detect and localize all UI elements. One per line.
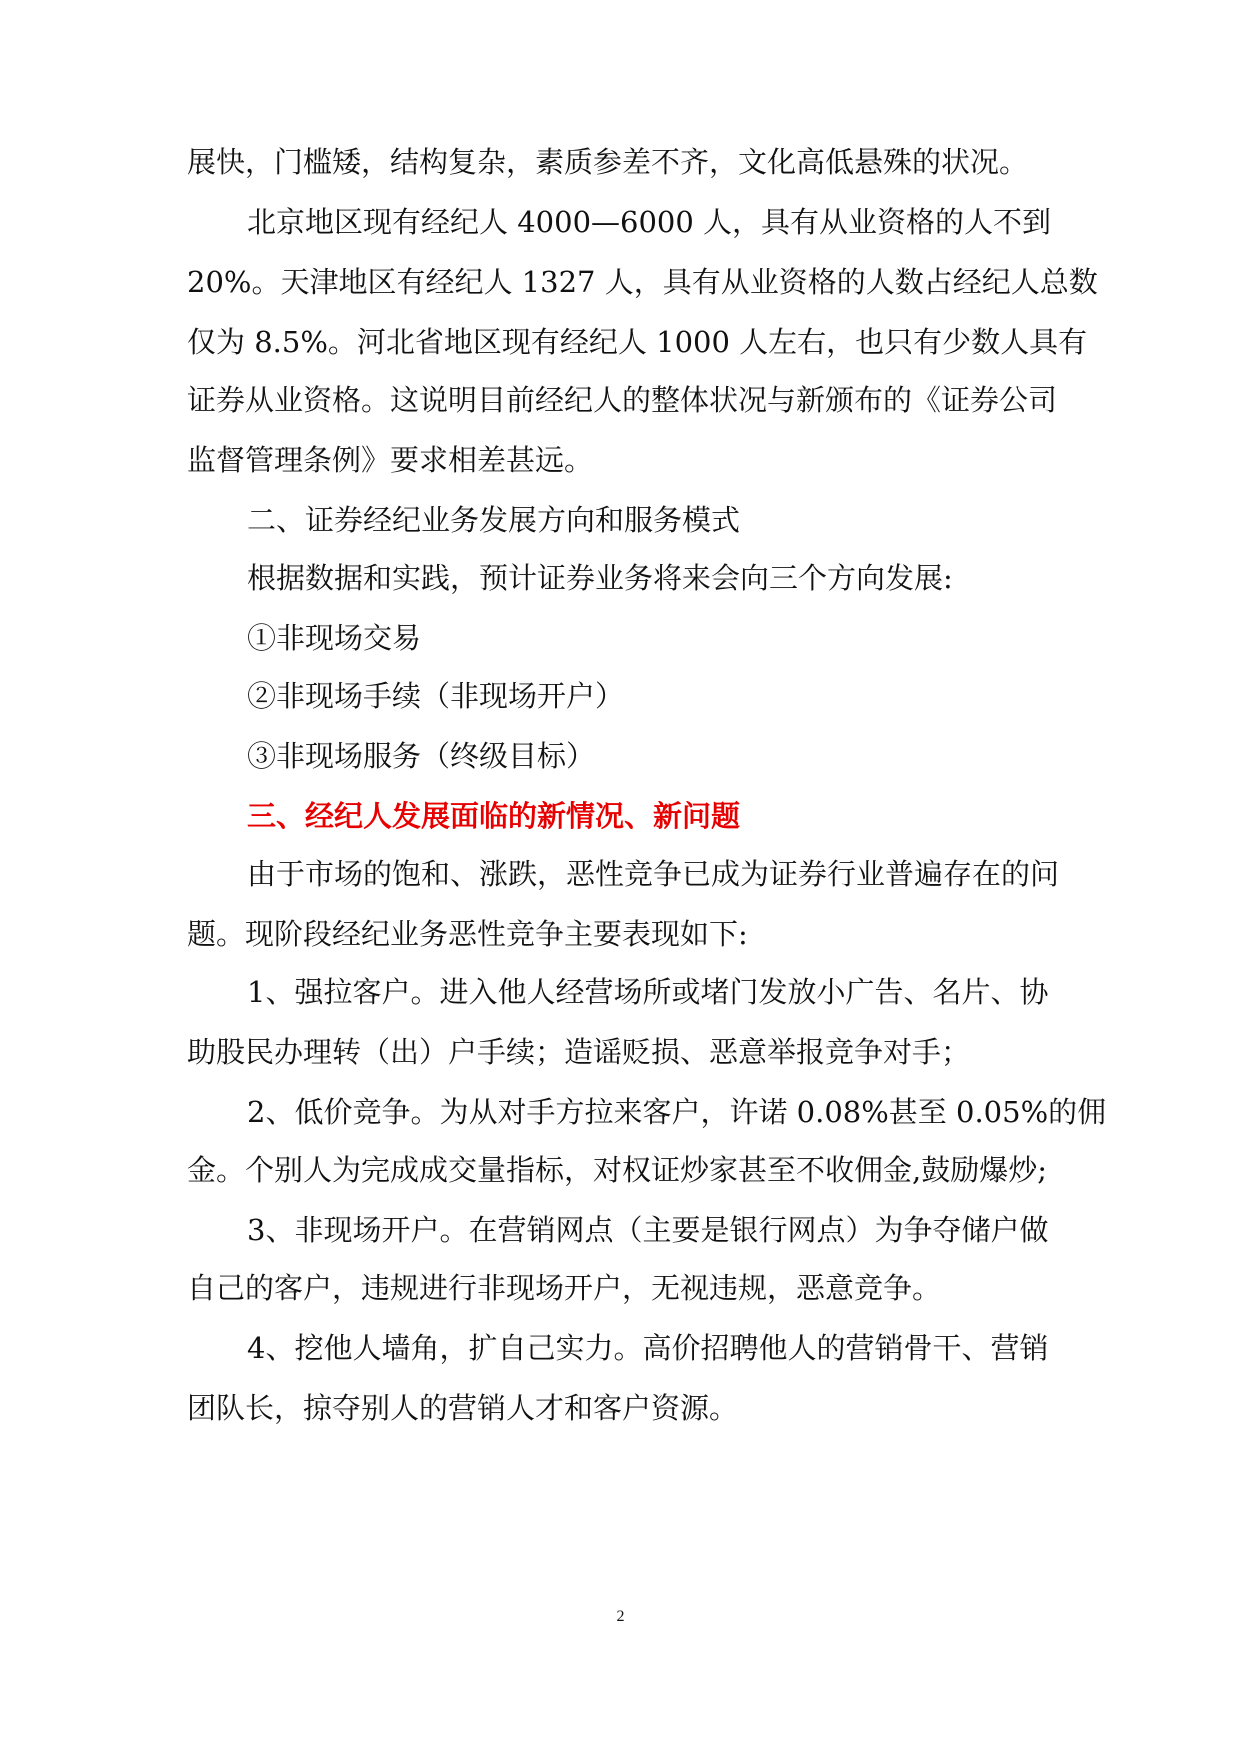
- list-item: ①非现场交易: [247, 621, 422, 655]
- paragraph-line: 仅为 8.5%。河北省地区现有经纪人 1000 人左右，也只有少数人具有: [187, 325, 1088, 359]
- paragraph-line: 1、强拉客户。进入他人经营场所或堵门发放小广告、名片、协: [247, 975, 1049, 1009]
- paragraph-line: 自己的客户，违规进行非现场开户，无视违规，恶意竞争。: [187, 1271, 942, 1305]
- paragraph-line: 由于市场的饱和、涨跌，恶性竞争已成为证券行业普遍存在的问: [247, 857, 1060, 891]
- list-item: ③非现场服务（终级目标）: [247, 739, 596, 773]
- list-item: ②非现场手续（非现场开户）: [247, 679, 625, 713]
- paragraph-line: 3、非现场开户。在营销网点（主要是银行网点）为争夺储户做: [247, 1213, 1049, 1247]
- paragraph-line: 4、挖他人墙角，扩自己实力。高价招聘他人的营销骨干、营销: [247, 1331, 1049, 1365]
- paragraph-line: 2、低价竞争。为从对手方拉来客户，许诺 0.08%甚至 0.05%的佣: [247, 1095, 1107, 1129]
- paragraph-line: 20%。天津地区有经纪人 1327 人，具有从业资格的人数占经纪人总数: [187, 265, 1098, 299]
- paragraph-line: 监督管理条例》要求相差甚远。: [187, 443, 594, 477]
- page-number: 2: [616, 1608, 625, 1625]
- section-heading: 二、证券经纪业务发展方向和服务模式: [247, 503, 741, 537]
- paragraph-line: 金。个别人为完成成交量指标，对权证炒家甚至不收佣金,鼓励爆炒;: [187, 1153, 1047, 1187]
- paragraph-line: 团队长，掠夺别人的营销人才和客户资源。: [187, 1391, 739, 1425]
- paragraph-line: 题。现阶段经纪业务恶性竞争主要表现如下:: [187, 917, 748, 951]
- paragraph-line: 北京地区现有经纪人 4000—6000 人，具有从业资格的人不到: [247, 205, 1052, 239]
- section-heading-red: 三、经纪人发展面临的新情况、新问题: [247, 799, 741, 833]
- paragraph-line: 根据数据和实践，预计证券业务将来会向三个方向发展:: [247, 561, 953, 595]
- paragraph-line: 证券从业资格。这说明目前经纪人的整体状况与新颁布的《证券公司: [187, 383, 1058, 417]
- paragraph-line: 展快，门槛矮，结构复杂，素质参差不齐，文化高低悬殊的状况。: [187, 145, 1029, 179]
- paragraph-line: 助股民办理转（出）户手续；造谣贬损、恶意举报竞争对手；: [187, 1035, 971, 1069]
